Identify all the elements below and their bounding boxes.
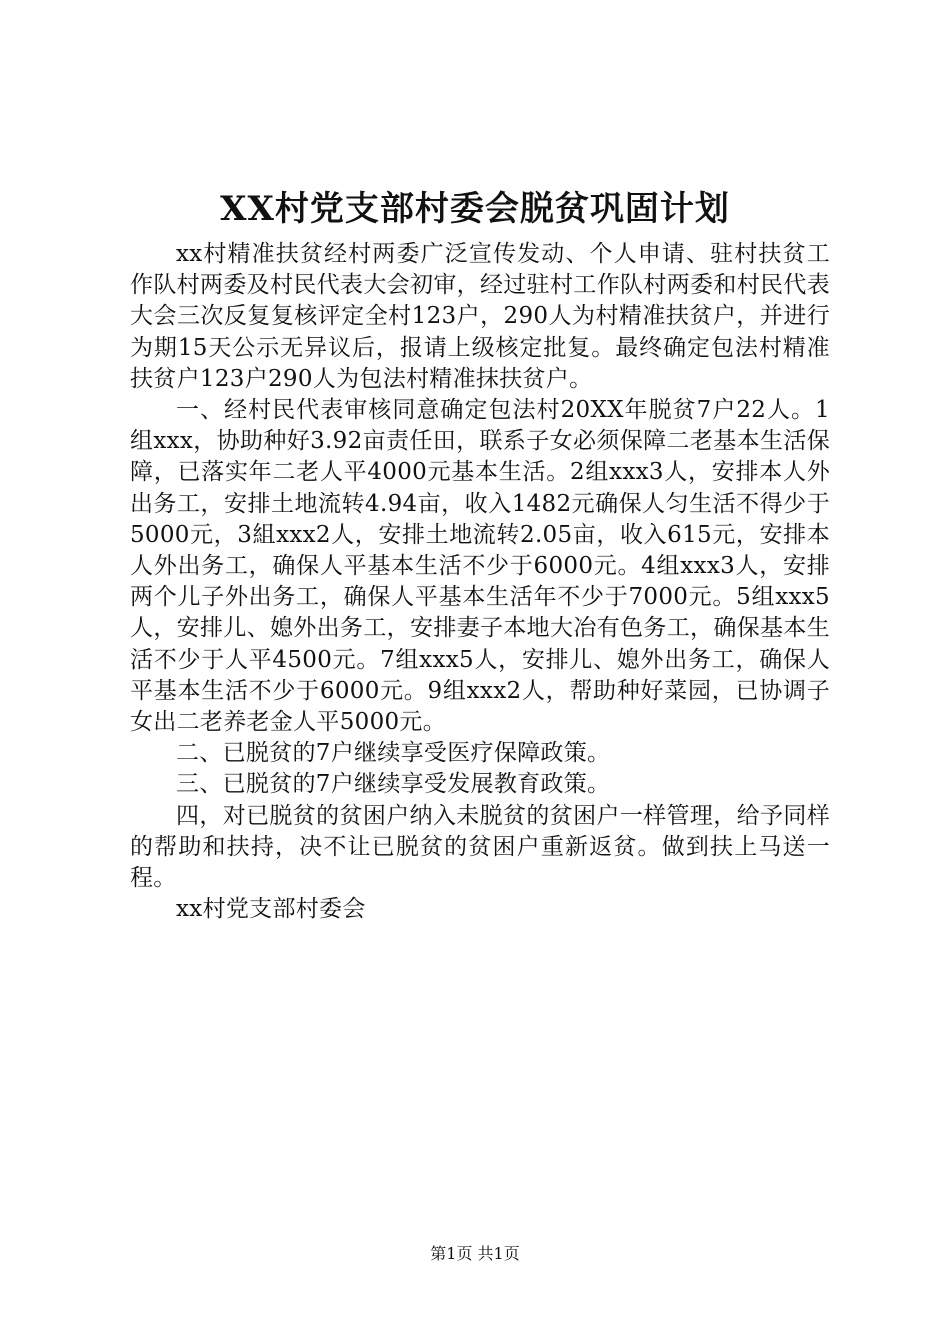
paragraph-item-1: 一、经村民代表审核同意确定包法村20XX年脱贫7户22人。1组xxx，协助种好3.92亩责任田，联系子女必须保障二老基本生活保障，已落实年二老人平4000元基本生活。2组xxx3人，安排本人外出务工，安排土地流转4.94亩，收入1482元确保人匀生活不得少于5000元，3組xxx2人，安排土地流转2.05亩，收入615元，安排本人外出务工，确保人平基本生活不少于6000元。4组xxx3人，安排两个儿子外出务工，确保人平基本生活年不少于7000元。5组xxx5人，安排儿、媳外出务工，安排妻子本地大冶有色务工，确保基本生活不少于人平4500元。7组xxx5人，安排儿、媳外出务工，确保人平基本生活不少于6000元。9组xxx2人，帮助种好菜园，已协调子女出二老养老金人平5000元。 — [130, 397, 830, 736]
paragraph-item-4: 四，对已脱贫的贫困户纳入未脱贫的贫困户一样管理，给予同样的帮助和扶持，决不让已脱贫的贫困户重新返贫。做到扶上马送一程。 — [130, 802, 830, 892]
document-title: XX村党支部村委会脱贫巩固计划 — [220, 189, 730, 229]
document-body — [130, 239, 830, 925]
paragraph-item-3: 三、已脱贫的7户继续享受发展教育政策。 — [176, 771, 611, 798]
paragraph-item-2: 二、已脱贫的7户继续享受医疗保障政策。 — [176, 740, 611, 767]
page-footer: 第1页 共1页 — [430, 1244, 520, 1263]
paragraph-signature: xx村党支部村委会 — [176, 896, 366, 923]
paragraph-intro: xx村精准扶贫经村两委广泛宣传发动、个人申请、驻村扶贫工作队村两委及村民代表大会初审，经过驻村工作队村两委和村民代表大会三次反复复核评定全村123户，290人为村精准扶贫户，并进行为期15天公示无异议后，报请上级核定批复。最终确定包法村精准扶贫户123户290人为包法村精准抹扶贫户。 — [130, 241, 830, 392]
